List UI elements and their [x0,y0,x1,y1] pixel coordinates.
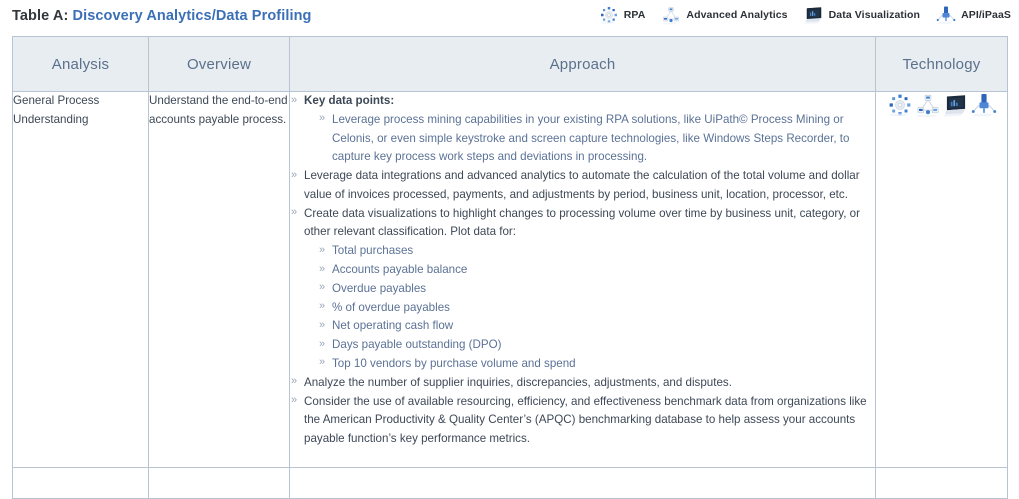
approach-sub-bullet: » Top 10 vendors by purchase volume and spend [318,355,875,374]
approach-sub-bullet: » Net operating cash flow [318,317,875,336]
approach-bullet-text: Create data visualizations to highlight changes to processing volume over time by business unit, category, or other relevant classification. Plot data for: [304,206,860,239]
approach-bullet [290,374,875,393]
approach-bullet-text: Analyze the number of supplier inquiries, discrepancies, adjustments, and disputes. [304,375,732,389]
approach-bullet-text: Key data points: [304,94,395,107]
approach-bullet [290,167,875,205]
legend-item-advanced-analytics [661,5,787,25]
approach-sub-bullet: » Days payable outstanding (DPO) [318,336,875,355]
caption-title: Discovery Analytics/Data Profiling [72,8,312,24]
approach-sub-bullet: » Accounts payable balance [318,261,875,280]
approach-bullet-text: Consider the use of available resourcing, efficiency, and effectiveness benchmark data from organizations like the American Productivity & Quality Center’s (APQC) benchmarking database to help assess your accounts payable function’s key performance metrics. [304,394,867,446]
table-caption [12,8,312,24]
legend-item-api-ipaas [936,5,1011,25]
column-header-technology: Technology [876,37,1008,92]
legend-item-rpa [599,5,646,25]
legend-label-data-visualization: Data Visualization [828,9,921,21]
legend-label-rpa: RPA [623,9,646,21]
table-header-bar [0,0,1019,36]
technology-icon-group [876,92,1007,118]
approach-sub-bullet: » Overdue payables [318,280,875,299]
table-row [13,92,1008,468]
approach-sub-bullet: » Total purchases [318,242,875,261]
column-header-approach: Approach [290,37,876,92]
rpa-gear-icon [599,5,619,25]
api-ipaas-plug-icon [936,5,956,25]
cell-analysis [13,468,149,499]
cell-technology [876,468,1008,499]
cell-approach [290,468,876,499]
approach-bullet [290,393,875,449]
column-header-overview: Overview [149,37,290,92]
approach-sub-list [304,242,875,373]
approach-bullet [290,205,875,374]
cell-approach [290,92,876,468]
approach-bullet [290,92,875,167]
legend-label-advanced-analytics: Advanced Analytics [686,9,788,21]
legend-item-data-visualization [804,5,920,25]
api-ipaas-plug-icon [971,92,997,118]
table-row [13,468,1008,499]
advanced-analytics-network-icon [661,5,681,25]
cell-analysis: General Process Understanding [13,92,149,468]
caption-prefix: Table A: [12,8,69,24]
approach-sub-bullet: » % of overdue payables [318,299,875,318]
cell-overview [149,468,290,499]
approach-sub-list [304,111,875,167]
table-header-row [13,37,1008,92]
advanced-analytics-network-icon [915,92,941,118]
legend-label-api-ipaas: API/iPaaS [961,9,1011,21]
cell-technology [876,92,1008,468]
column-header-analysis: Analysis [13,37,149,92]
approach-sub-bullet: » Leverage process mining capabilities in your existing RPA solutions, like UiPath© Process Mining or Celonis, or even simple keystroke and screen capture technologies, like Windows Steps Recorder, to capture key process work steps and deviations in processing. [318,111,875,167]
cell-overview: Understand the end-to-end accounts payable process. [149,92,290,468]
technology-legend [583,5,1011,25]
data-visualization-monitor-icon [804,5,824,25]
approach-bullet-list [290,92,875,449]
discovery-analytics-table [12,36,1008,499]
approach-bullet-text: Leverage data integrations and advanced analytics to automate the calculation of the total volume and dollar value of invoices processed, payments, and adjustments by period, business unit, location, processor, etc. [304,169,860,201]
rpa-gear-icon [887,92,913,118]
data-visualization-monitor-icon [943,92,969,118]
